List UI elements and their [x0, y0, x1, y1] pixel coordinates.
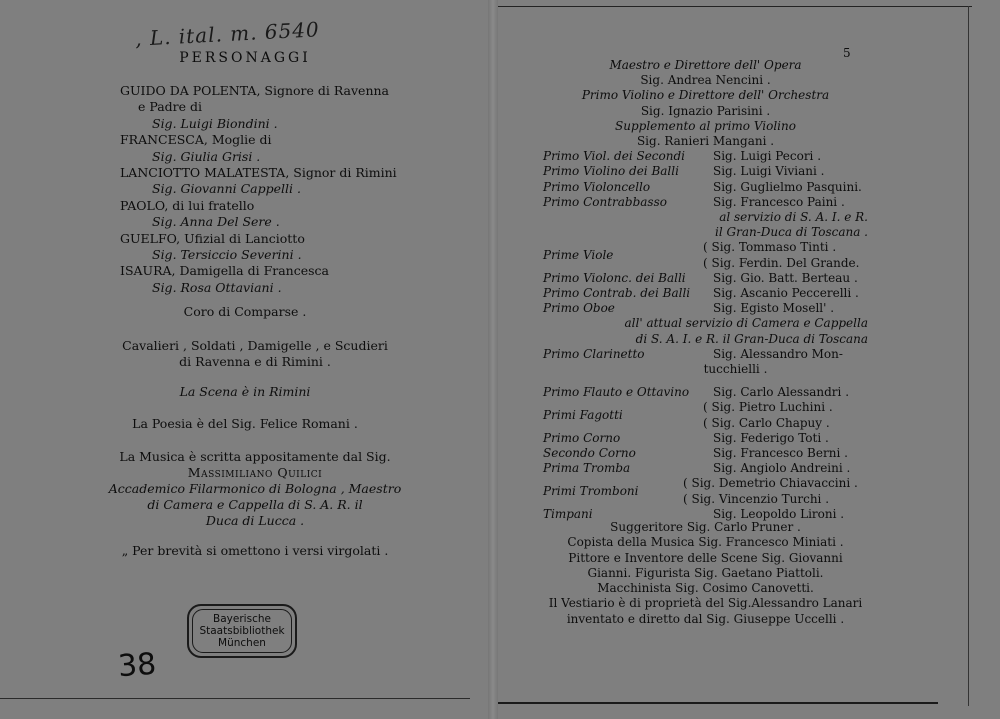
servizio-line-1: al servizio di S. A. I. e R.: [719, 210, 868, 225]
cast-actor: Sig. Rosa Ottaviani .: [152, 279, 282, 295]
list-item: Primo Contrabbasso Sig. Francesco Paini .: [543, 194, 845, 209]
credit-line: Gianni. Figurista Sig. Gaetano Piattoli.: [587, 565, 824, 580]
list-item: Primo Violonc. dei Balli Sig. Gio. Batt. Berteau .: [543, 270, 858, 285]
primo-violino-name: Sig. Ignazio Parisini .: [640, 103, 771, 118]
oboe-note-2: di S. A. I. e R. il Gran-Duca di Toscana: [635, 331, 868, 346]
cast-entry: PAOLO, di lui fratello: [120, 197, 255, 213]
musica-line-4: di Camera e Cappella di S. A. R. il: [147, 497, 363, 512]
primo-violino-title: Primo Violino e Direttore dell' Orchestra: [581, 88, 830, 103]
list-item: Primo Violoncello Sig. Guglielmo Pasquini.: [543, 179, 862, 194]
supplemento-name: Sig. Ranieri Mangani .: [636, 134, 775, 149]
cast-actor: Sig. Giovanni Cappelli .: [152, 181, 301, 197]
list-item: Primo Contrab. dei Balli Sig. Ascanio Peccerelli .: [543, 286, 859, 301]
maestro-title: Maestro e Direttore dell' Opera: [609, 58, 802, 72]
credit-line: Suggeritore Sig. Carlo Pruner .: [610, 520, 801, 534]
cast-entry: GUIDO DA POLENTA, Signore di Ravenna: [120, 83, 390, 98]
page-number: 5: [843, 46, 851, 60]
cast-list: [120, 83, 397, 296]
oboe-note-1: all' attual servizio di Camera e Cappella: [624, 316, 868, 331]
cast-entry-cont: e Padre di: [138, 99, 203, 115]
library-stamp: Bayerische Staatsbibliothek München: [187, 604, 297, 658]
cast-entry: GUELFO, Ufizial di Lanciotto: [120, 230, 305, 246]
tromboni-group: Primi Tromboni ( Sig. Demetrio Chiavaccini . ( Sig. Vincenzio Turchi .: [543, 476, 858, 506]
list-item: Primo Violino dei Balli Sig. Luigi Viviani .: [543, 164, 825, 179]
viole-group: Prime Viole ( Sig. Tommaso Tinti . ( Sig. Ferdin. Del Grande.: [543, 240, 860, 270]
list-item: Primo Viol. dei Secondi Sig. Luigi Pecori .: [543, 149, 822, 164]
poesia-line: La Poesia è del Sig. Felice Romani .: [132, 416, 358, 431]
comparse-line-1: Cavalieri , Soldati , Damigelle , e Scudieri: [122, 338, 388, 353]
cast-entry: FRANCESCA, Moglie di: [120, 132, 272, 148]
cast-actor: Sig. Giulia Grisi .: [152, 148, 261, 164]
list-item: Timpani Sig. Leopoldo Lironi .: [543, 506, 845, 521]
orchestra-list: [543, 58, 868, 522]
credit-line: Copista della Musica Sig. Francesco Miniati .: [567, 535, 844, 550]
cast-actor: Sig. Tersiccio Severini .: [152, 247, 302, 263]
maestro-name: Sig. Andrea Nencini .: [640, 73, 771, 88]
composer-name: Massimiliano Quilici: [187, 465, 323, 480]
cast-actor: Sig. Luigi Biondini .: [152, 115, 278, 131]
shelfmark-handwriting: , L. ital. m. 6540: [134, 17, 321, 51]
list-item: Primo Clarinetto Sig. Alessandro Mon-: [543, 346, 843, 361]
list-item: Primo Corno Sig. Federigo Toti .: [543, 430, 829, 445]
list-item: Prima Tromba Sig. Angiolo Andreini .: [543, 461, 851, 476]
supplemento-title: Supplemento al primo Violino: [615, 118, 796, 133]
musica-line-3: Accademico Filarmonico di Bologna , Maestro: [108, 481, 402, 496]
list-item: Secondo Corno Sig. Francesco Berni .: [543, 446, 848, 461]
page-title: PERSONAGGI: [179, 50, 311, 66]
cast-entry: ISAURA, Damigella di Francesca: [120, 263, 329, 279]
credit-line: Il Vestiario è di proprietà del Sig.Alessandro Lanari: [548, 596, 863, 611]
staff-credits: [543, 520, 868, 627]
servizio-line-2: il Gran-Duca di Toscana .: [715, 225, 868, 240]
coro-line: Coro di Comparse .: [183, 304, 307, 319]
fagotti-group: Primi Fagotti ( Sig. Pietro Luchini . ( Sig. Carlo Chapuy .: [543, 400, 833, 430]
book-gutter: [488, 0, 498, 719]
clarinetto-cont: tucchielli .: [703, 362, 768, 377]
credit-line: Pittore e Inventore delle Scene Sig. Giovanni: [568, 550, 843, 565]
musica-line-1: La Musica è scritta appositamente dal Sig.: [119, 449, 391, 464]
comparse-line-2: di Ravenna e di Rimini .: [179, 354, 331, 369]
brevita-note: „ Per brevità si omettono i versi virgolati .: [121, 543, 389, 558]
musica-line-5: Duca di Lucca .: [205, 513, 305, 528]
handwritten-page-mark: 38: [116, 646, 158, 685]
list-item: Primo Oboe Sig. Egisto Mosell' .: [543, 301, 835, 316]
left-page: [0, 0, 490, 719]
cast-entry: LANCIOTTO MALATESTA, Signor di Rimini: [120, 165, 397, 181]
list-item: Primo Flauto e Ottavino Sig. Carlo Alessandri .: [543, 385, 850, 400]
scena-line: La Scena è in Rimini: [179, 384, 311, 399]
cast-actor: Sig. Anna Del Sere .: [152, 214, 280, 230]
credit-line: inventato e diretto dal Sig. Giuseppe Uccelli .: [566, 611, 845, 626]
credit-line: Macchinista Sig. Cosimo Canovetti.: [597, 581, 814, 596]
